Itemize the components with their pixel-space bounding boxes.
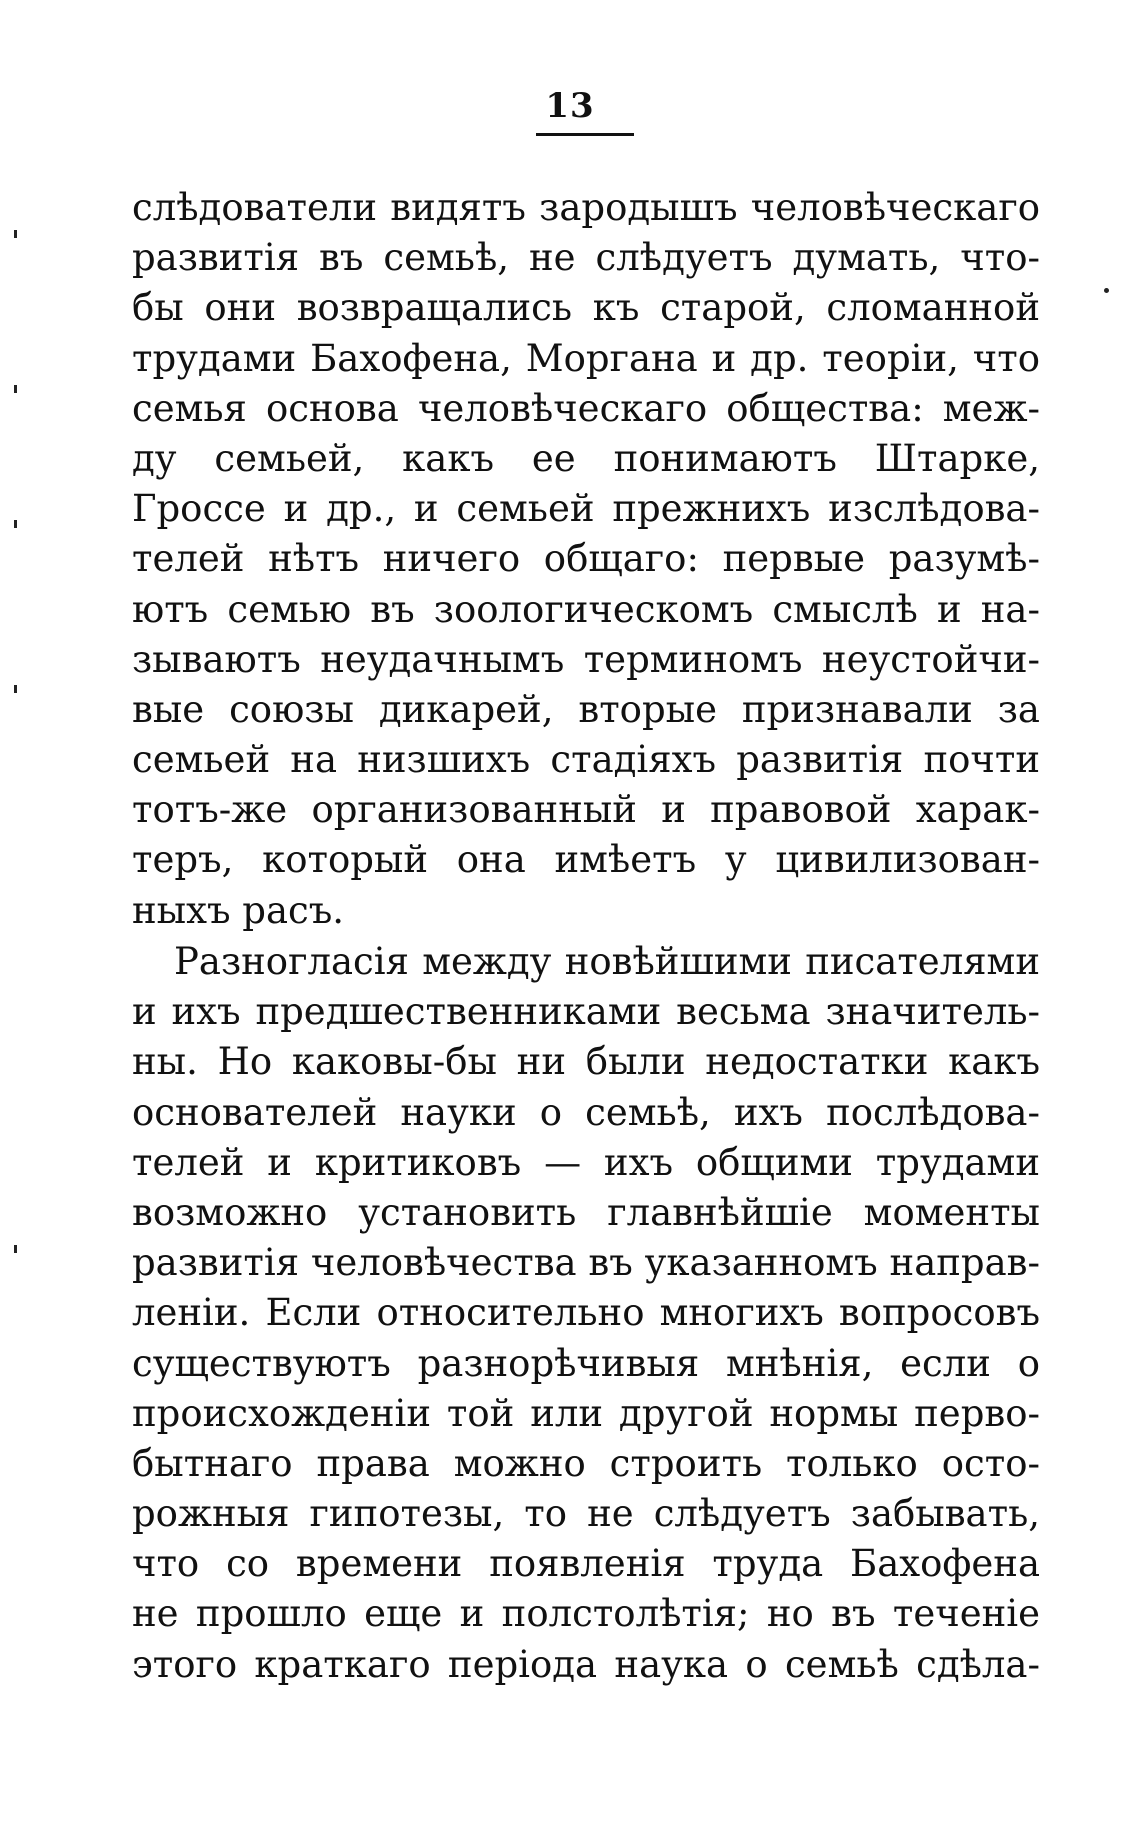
scan-speck [14, 230, 17, 238]
text-line: семьей на низшихъ стадіяхъ развитія почти [132, 738, 1040, 782]
text-line: леніи. Если относительно многихъ вопросовъ [132, 1291, 1040, 1335]
scan-speck [14, 1245, 17, 1253]
text-line: бытнаго права можно строить только осто- [132, 1441, 1040, 1485]
text-line: трудами Бахофена, Моргана и др. теоріи, что [132, 336, 1040, 380]
scan-speck [14, 685, 17, 693]
text-line: возможно установить главнѣйшіе моменты [132, 1190, 1040, 1234]
text-line: слѣдователи видятъ зародышъ человѣческаго [132, 186, 1040, 229]
paragraph-1 [132, 183, 1040, 936]
text-line: развитія въ семьѣ, не слѣдуетъ думать, что- [132, 236, 1040, 280]
text-line: телей нѣтъ ничего общаго: первые разумѣ- [132, 537, 1040, 581]
text-line: семья основа человѣческаго общества: меж- [132, 386, 1040, 430]
scan-speck [1104, 288, 1109, 293]
text-line: существуютъ разнорѣчивыя мнѣнія, если о [132, 1341, 1040, 1385]
text-line: тотъ-же организованный и правовой харак- [132, 788, 1040, 832]
text-line: ду семьей, какъ ее понимаютъ Штарке, [132, 436, 1040, 480]
text-line: развитія человѣчества въ указанномъ направ- [132, 1241, 1040, 1285]
text-line: Гроссе и др., и семьей прежнихъ изслѣдова- [132, 487, 1040, 531]
text-line: зываютъ неудачнымъ терминомъ неустойчи- [132, 637, 1040, 681]
text-line: рожныя гипотезы, то не слѣдуетъ забывать, [132, 1492, 1040, 1536]
paragraph-2 [132, 937, 1040, 1690]
text-line: ны. Но каковы-бы ни были недостатки какъ [132, 1040, 1040, 1084]
page-number: 13 [545, 86, 595, 126]
text-line: ныхъ расъ. [132, 888, 345, 932]
text-line: основателей науки о семьѣ, ихъ послѣдова- [132, 1090, 1040, 1134]
text-line: бы они возвращались къ старой, сломанной [132, 286, 1040, 330]
text-line: ютъ семью въ зоологическомъ смыслѣ и на- [132, 587, 1040, 631]
text-line: и ихъ предшественниками весьма значитель- [132, 990, 1040, 1034]
scan-speck [14, 385, 17, 393]
text-line: Разногласія между новѣйшими писателями [174, 940, 1040, 983]
text-line: происхожденіи той или другой нормы перво- [132, 1391, 1040, 1435]
text-line: этого краткаго періода наука о семьѣ сдѣла- [132, 1642, 1040, 1686]
text-line: вые союзы дикарей, вторые признавали за [132, 687, 1040, 731]
text-line: теръ, который она имѣетъ у цивилизован- [132, 838, 1040, 882]
scan-speck [14, 520, 17, 528]
text-line: не прошло еще и полстолѣтія; но въ теченіе [132, 1592, 1040, 1636]
text-line: телей и критиковъ — ихъ общими трудами [132, 1140, 1040, 1184]
text-line: что со времени появленія труда Бахофена [132, 1542, 1040, 1586]
page-number-rule [536, 133, 634, 136]
